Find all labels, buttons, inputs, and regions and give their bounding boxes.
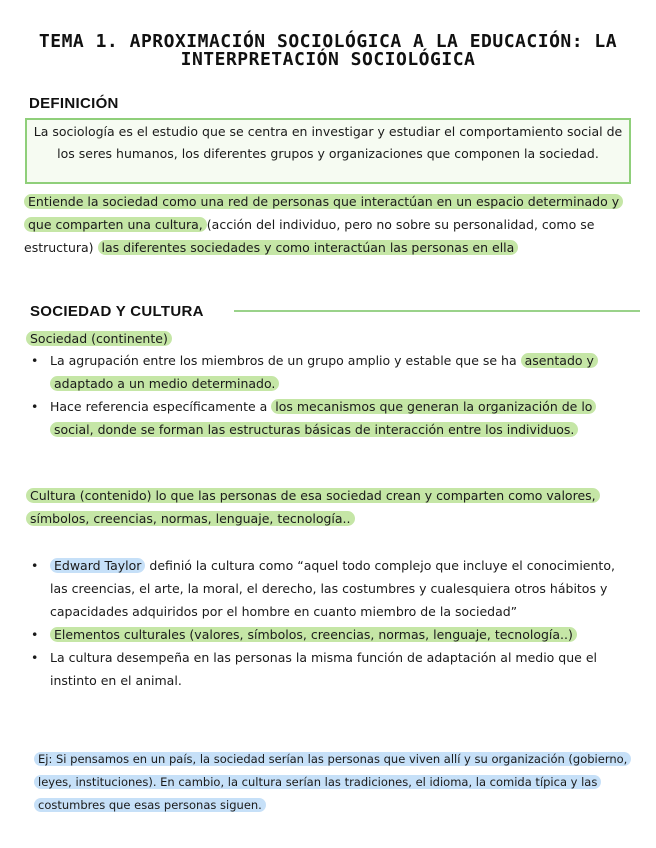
section-divider: [234, 310, 640, 312]
list-item: • Edward Taylor definió la cultura como “aquel todo complejo que incluye el conocimiento, las creencias, el arte, la moral, el derecho, las costumbres y cualesquiera otros hábitos y capacidades adquiridos por el hombre en cuanto miembro de la sociedad”: [26, 554, 636, 623]
page-title: [20, 33, 636, 69]
sociedad-list: [26, 349, 630, 441]
cultura-list: [26, 554, 636, 692]
definicion-heading: DEFINICIÓN: [29, 95, 119, 112]
list-item: • La agrupación entre los miembros de un grupo amplio y estable que se ha asentado y adaptado a un medio determinado.: [26, 349, 630, 395]
bullet-icon: •: [31, 627, 39, 642]
edward-taylor-highlight: Edward Taylor: [50, 558, 145, 573]
cultura-paragraph: Cultura (contenido) lo que las personas de esa sociedad crean y comparten como valores, símbolos, creencias, normas, lenguaje, tecnología..: [26, 484, 632, 530]
title-line-1: TEMA 1. APROXIMACIÓN SOCIOLÓGICA A LA EDUCACIÓN: LA: [38, 31, 618, 52]
bullet-icon: •: [31, 353, 39, 368]
definition-text: La sociología es el estudio que se centra en investigar y estudiar el comportamiento social de los seres humanos, los diferentes grupos y organizaciones que componen la sociedad.: [33, 124, 623, 161]
list-item: • Elementos culturales (valores, símbolos, creencias, normas, lenguaje, tecnología..): [26, 623, 636, 646]
definition-box: [25, 118, 631, 184]
list-item: • La cultura desempeña en las personas la misma función de adaptación al medio que el instinto en el animal.: [26, 646, 636, 692]
ejemplo-paragraph: Ej: Si pensamos en un país, la sociedad serían las personas que viven allí y su organización (gobierno, leyes, instituciones). En cambio, la cultura serían las tradiciones, el idioma, la comida típica y las costumbres que esas personas siguen.: [34, 748, 634, 817]
sociedad-heading: SOCIEDAD Y CULTURA: [30, 303, 204, 320]
definicion-paragraph: [24, 190, 634, 259]
title-line-2: INTERPRETACIÓN SOCIOLÓGICA: [180, 49, 476, 70]
list-item: • Hace referencia específicamente a los mecanismos que generan la organización de lo social, donde se forman las estructuras básicas de interacción entre los individuos.: [26, 395, 630, 441]
sociedad-subheading: Sociedad (continente): [26, 327, 172, 350]
definicion-highlight-1: Entiende la sociedad como una red de personas que interactúan en un espacio determinado y que comparten una cultura,: [24, 194, 623, 232]
bullet-icon: •: [31, 650, 39, 665]
definicion-plain: (acción del individuo, pero no sobre su personalidad, como se estructura): [24, 217, 595, 255]
bullet-icon: •: [31, 399, 39, 414]
definicion-highlight-2: las diferentes sociedades y como interactúan las personas en ella: [98, 240, 519, 255]
bullet-icon: •: [31, 558, 39, 573]
